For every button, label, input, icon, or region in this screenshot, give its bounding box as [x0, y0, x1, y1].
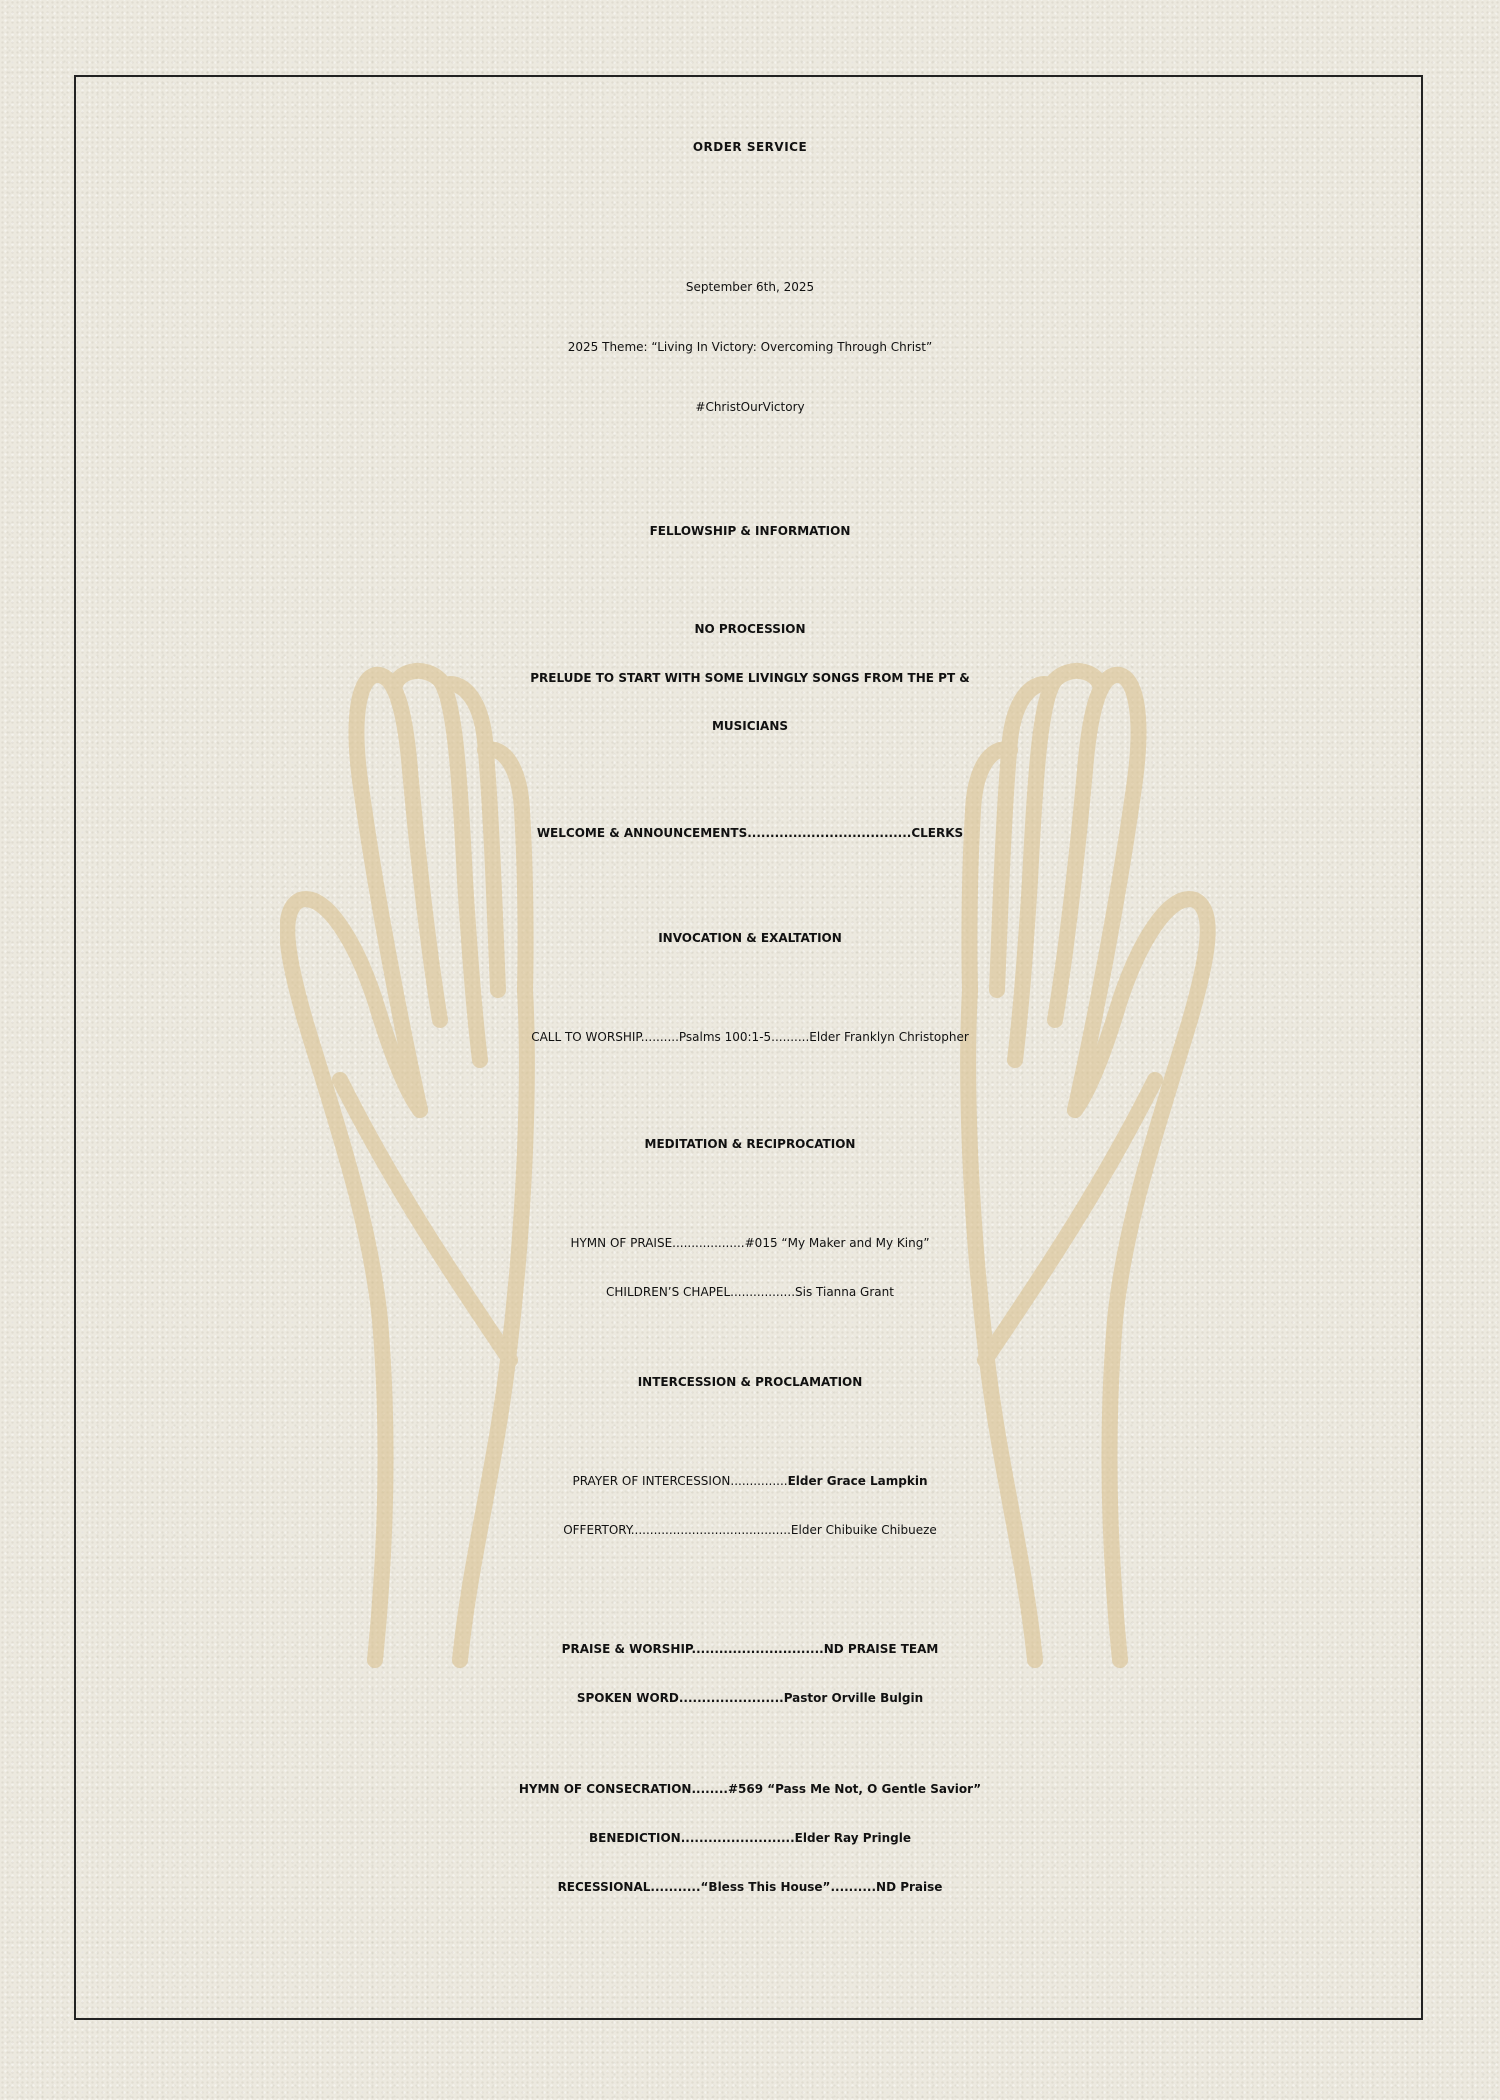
page-title: ORDER SERVICE [692, 140, 808, 154]
section-meditation: MEDITATION & RECIPROCATION [644, 1137, 856, 1151]
prayer-person: Elder Grace Lampkin [787, 1474, 928, 1488]
spoken-word: SPOKEN WORD.......................Pastor Orville Bulgin [576, 1691, 924, 1705]
section-invocation: INVOCATION & EXALTATION [658, 931, 842, 945]
prelude-line-1: PRELUDE TO START WITH SOME LIVINGLY SONGS FROM THE PT & [530, 671, 970, 685]
hashtag: #ChristOurVictory [695, 400, 805, 414]
theme-text: 2025 Theme: “Living In Victory: Overcoming Through Christ” [567, 340, 933, 354]
service-date: September 6th, 2025 [685, 280, 815, 294]
prelude-line-2: MUSICIANS [711, 719, 789, 733]
prayer-of-intercession [74, 1474, 1426, 1488]
benediction: BENEDICTION.........................Elder Ray Pringle [589, 1831, 911, 1845]
call-to-worship: CALL TO WORSHIP..........Psalms 100:1-5..........Elder Franklyn Christopher [531, 1030, 969, 1044]
section-fellowship: FELLOWSHIP & INFORMATION [649, 524, 851, 538]
welcome-announcements: WELCOME & ANNOUNCEMENTS....................................CLERKS [536, 826, 964, 840]
childrens-chapel: CHILDREN’S CHAPEL.................Sis Tianna Grant [606, 1285, 894, 1299]
praying-hands-icon [280, 660, 1220, 1670]
hymn-of-consecration: HYMN OF CONSECRATION........#569 “Pass Me Not, O Gentle Savior” [518, 1782, 982, 1796]
offertory: OFFERTORY..........................................Elder Chibuike Chibueze [563, 1523, 937, 1537]
recessional: RECESSIONAL...........“Bless This House”..........ND Praise [557, 1880, 943, 1894]
hymn-of-praise: HYMN OF PRAISE...................#015 “My Maker and My King” [570, 1236, 930, 1250]
no-procession: NO PROCESSION [694, 622, 806, 636]
section-intercession: INTERCESSION & PROCLAMATION [637, 1375, 863, 1389]
praise-and-worship: PRAISE & WORSHIP.............................ND PRAISE TEAM [561, 1642, 939, 1656]
prayer-label: PRAYER OF INTERCESSION............... [572, 1474, 788, 1488]
